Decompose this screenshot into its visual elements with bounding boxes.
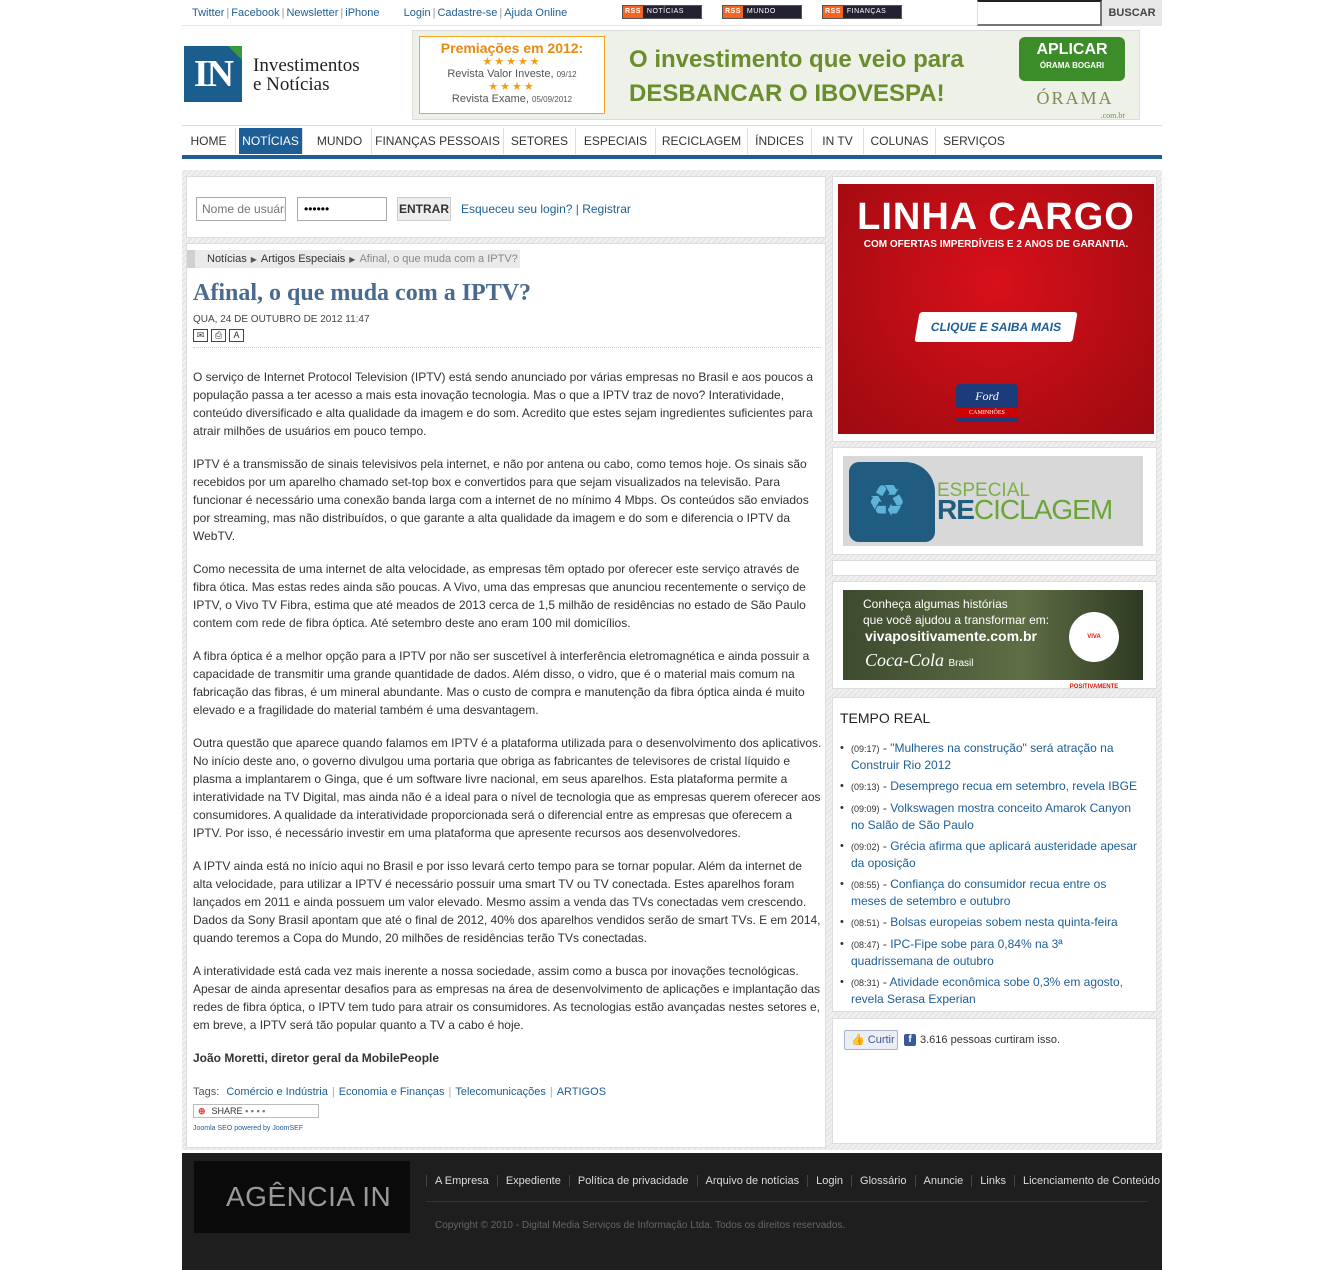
nav-in-tv[interactable]: IN TV [812,128,864,154]
rss-icon: RSS [823,6,843,18]
nav-noticias[interactable]: NOTÍCIAS [239,128,303,154]
login-links: Esqueceu seu login? | Registrar [461,202,631,216]
breadcrumb-noticias[interactable]: Notícias [207,253,247,265]
news-link[interactable]: Volkswagen mostra conceito Amarok Canyon no Salão de São Paulo [851,801,1131,832]
award-line-2: Revista Exame, 05/09/2012 [451,93,573,105]
awards-title: Premiações em 2012: [440,40,584,56]
article-paragraph: Outra questão que aparece quando falamos em IPTV é a plataforma utilizada para o desenvolvimento dos aplicativos. No início deste ano, o governo divulgou uma portaria que obriga as fabricantes de televisores de cristal líquido e plasma a implantarem o Ginga, que é um software livre nacional, em seus aparelhos. Esta plataforma permite a interatividade na TV Digital, mas ainda não é a ideal para o nível de tecnologia que as empresas querem oferecer aos consumidores. A qualidade da interatividade proporcionada será o diferencial entre as empresas que oferecem a IPTV. Por isso, é necessário investir em uma plataforma que apresente recursos aos desenvolvedores. [193,736,822,840]
footer-link[interactable]: Expediente [497,1175,569,1187]
page [182,0,1162,1270]
pdf-icon[interactable]: A [229,329,244,342]
article-paragraph: A fibra óptica é a melhor opção para a IPTV por não ser suscetível à interferência eletromagnética e ainda possuir a capacidade de transmitir uma grande quantidade de dados. Além disso, o vidro, que é o material mais comum na fabricação das fibras, é um mineral abundante. Mas o custo de compra e manutenção da fibra óptica ainda é muito elevado e a fragilidade do material também é uma desvantagem. [193,649,810,717]
nav-home[interactable]: HOME [182,128,236,154]
tag-link[interactable]: Comércio e Indústria [226,1086,328,1098]
nav-especiais[interactable]: ESPECIAIS [576,128,656,154]
tag-link[interactable]: ARTIGOS [556,1086,607,1098]
list-item: • (09:17) - "Mulheres na construção" será atração na Construir Rio 2012 [840,740,1140,773]
ford-logo: Ford CAMINHÕES [956,384,1018,422]
apply-button[interactable]: APLICAR ÓRAMA BOGARI [1019,37,1125,81]
rss-icon: RSS [723,6,743,18]
main-nav [182,125,1162,159]
footer-divider [426,1201,1148,1202]
print-icon[interactable]: ⎙ [211,329,226,342]
orama-logo: ÓRAMA .com.br [1036,88,1125,120]
list-item: • (09:02) - Grécia afirma que aplicará austeridade apesar da oposição [840,838,1140,871]
footer-link[interactable]: Arquivo de notícias [697,1175,808,1187]
article-paragraph: IPTV é a transmissão de sinais televisivos pela internet, e não por antena ou cabo, como temos hoje. Os sinais são recebidos por um aparelho chamado set-top box e convertidos para que sejam visualizados na televisão. Para funcionar é necessário uma conexão banda larga com a internet de no mínimo 4 Mbps. Os conteúdos são enviados por streaming, mas não distribuídos, o que garante a alta qualidade da imagem e do som e diferencia o IPTV da WebTV. [193,457,809,543]
facebook-like-button[interactable]: 👍 Curtir [844,1030,898,1050]
rss-label: MUNDO [746,8,776,15]
iphone-link[interactable]: iPhone [345,7,380,19]
reciclagem-banner[interactable] [843,456,1143,546]
signup-link[interactable]: Cadastre-se [437,7,498,19]
article-date: QUA, 24 DE OUTUBRO DE 2012 11:47 [193,314,370,325]
nav-indices[interactable]: ÍNDICES [748,128,812,154]
list-item: • (09:13) - Desemprego recua em setembro, revela IBGE [840,778,1140,795]
article-paragraph: A interatividade está cada vez mais inerente a nossa sociedade, assim como a busca por inovações tecnológicas. Apesar de ainda apresentar desafios para as empresas na área de desenvolvimento de aplicações e implantação das redes de fibra óptica, o IPTV tem tudo para atrair os consumidores. As tecnologias estão avançadas nestes setores e, em breve, a IPTV será tão popular quanto a TV a cabo é hoje. [193,964,821,1032]
article-paragraph: Como necessita de uma internet de alta velocidade, as empresas têm optado por oferecer este serviço através de fibra ótica. Mas estas redes ainda são poucas. A Vivo, uma das empresas que anunciou recentemente o serviço de IPTV, o Vivo TV Fibra, estima que até meados de 2013 cerca de 1,5 milhão de residências no estado de São Paulo contem com rede de fibra óptica. Até setembro deste ano eram 100 mil domicílios. [193,562,806,630]
breadcrumb-artigos-especiais[interactable]: Artigos Especiais [260,253,346,265]
search-button[interactable]: BUSCAR [1102,0,1162,26]
twitter-link[interactable]: Twitter [192,7,225,19]
banner-headline [629,43,964,111]
news-link[interactable]: Confiança do consumidor recua entre os meses de setembro e outubro [851,877,1107,908]
ford-cargo-ad[interactable] [838,184,1154,434]
article-paragraph: A IPTV ainda está no início aqui no Brasil e por isso levará certo tempo para se tornar popular. Além da internet de alta velocidade, para utilizar a IPTV é necessário possuir uma smart TV ou TV conectada. Estes aparelhos foram lançados em 2011 e ainda possuem um valor elevado. Mesmo assim a venda das TVs conectadas vem crescendo. Dados da Sony Brasil apontam que até o final de 2012, 40% dos aparelhos vendidos serão de smart TVs. E em 2014, quando teremos a Copa do Mundo, 20 milhões de residências terão TVs conectadas. [193,859,821,945]
help-link[interactable]: Ajuda Online [504,7,568,19]
recic-line2: RECICLAGEM [937,494,1113,525]
article-paragraph: O serviço de Internet Protocol Television (IPTV) está sendo anunciado por várias empresas no Brasil e aos poucos a população passa a ter acesso a mais esta inovação tecnologia. Mas o que a IPTV traz de novo? Interatividade, conteúdo diversificado e alta qualidade da imagem e do som. Acredito que estes sejam ingredientes suficientes para atrair milhões de usuários em pouco tempo. [193,370,814,438]
news-link[interactable]: Desemprego recua em setembro, revela IBGE [890,779,1137,793]
footer-link[interactable]: Anuncie [915,1175,972,1187]
nav-servicos[interactable]: SERVIÇOS [943,134,1005,148]
newsletter-link[interactable]: Newsletter [286,7,339,19]
banner-headline-line1: O investimento que veio para [629,46,964,73]
header-banner-ad[interactable] [412,30,1140,120]
footer [182,1153,1162,1270]
tempo-real-title: TEMPO REAL [840,710,931,726]
username-input[interactable] [196,197,286,221]
login-link[interactable]: Login [403,7,431,19]
coca-cola-ad[interactable] [843,590,1143,690]
rss-noticias-button[interactable] [622,5,702,19]
facebook-link[interactable]: Facebook [231,7,280,19]
register-link[interactable]: Registrar [582,202,631,216]
password-input[interactable] [297,197,387,221]
news-link[interactable]: Grécia afirma que aplicará austeridade apesar da oposição [851,839,1138,870]
site-name-line1: Investimentos [253,55,360,76]
seo-credit: Joomla SEO powered by JoomSEF [193,1125,304,1132]
tempo-real-list [840,740,1140,1012]
list-item: • (09:09) - Volkswagen mostra conceito Amarok Canyon no Salão de São Paulo [840,800,1140,833]
banner-headline-line2: DESBANCAR O IBOVESPA! [629,80,945,107]
copyright: Copyright © 2010 - Digital Media Serviços de Informação Ltda. Todos os direitos reservados. [435,1220,846,1231]
footer-link[interactable]: Glossário [851,1175,914,1187]
nav-reciclagem[interactable]: RECICLAGEM [656,128,748,154]
footer-link[interactable]: Login [807,1175,851,1187]
ad-subtitle: COM OFERTAS IMPERDÍVEIS E 2 ANOS DE GARANTIA. [863,239,1129,250]
thumbs-up-icon: 👍 [851,1034,865,1046]
chevron-right-icon: ▶ [250,255,257,264]
sidebar-spacer-box [832,560,1157,576]
list-item: • (08:55) - Confiança do consumidor recua entre os meses de setembro e outubro [840,876,1140,909]
facebook-like-count: 3.616 pessoas curtiram isso. [920,1034,1061,1046]
list-item: • (08:47) - IPC-Fipe sobe para 0,84% na 3ª quadrissemana de outubro [840,936,1140,969]
recic-line1: ESPECIAL [937,480,1030,501]
ad-title: LINHA CARGO [857,196,1135,238]
rss-icon: RSS [623,6,643,18]
list-item: • (08:31) - Atividade econômica sobe 0,3% em agosto, revela Serasa Experian [840,974,1140,1007]
article-title: Afinal, o que muda com a IPTV? [193,280,532,306]
top-bar [182,0,1162,26]
awards-box [419,36,605,114]
rss-label: FINANÇAS [846,8,887,15]
site-logo[interactable]: IN [184,46,242,102]
list-item: • (08:51) - Bolsas europeias sobem nesta quinta-feira [840,914,1140,931]
coke-text: Conheça algumas histórias que você ajudou a transformar em: [863,597,1050,627]
stars-icon: ★★★★ [488,81,536,93]
article-author: João Moretti, diretor geral da MobilePeople [193,1051,440,1065]
ad-cta-button[interactable]: CLIQUE E SAIBA MAIS [914,312,1078,342]
recycle-icon: ♻ [849,462,935,542]
footer-links [426,1175,1168,1187]
article-tags: Tags: Comércio e Indústria | Economia e Finanças | Telecomunicações | ARTIGOS [193,1086,607,1098]
tag-link[interactable]: Telecomunicações [455,1086,546,1098]
footer-link[interactable]: Licenciamento de Conteúdo [1014,1175,1168,1187]
article-body [193,368,823,1138]
footer-link[interactable]: Política de privacidade [569,1175,697,1187]
article [186,243,826,1148]
forgot-login-link[interactable]: Esqueceu seu login? [461,202,573,216]
footer-logo[interactable]: AGÊNCIA IN [194,1161,410,1233]
divider [193,347,821,348]
stars-icon: ★★★★★ [482,56,542,68]
breadcrumb-current: Afinal, o que muda com a IPTV? [359,253,518,265]
rss-financas-button[interactable] [822,5,902,19]
tags-label: Tags: [193,1086,220,1098]
search-input[interactable] [977,0,1102,26]
plus-icon: ⊕ [198,1106,206,1116]
nav-colunas[interactable]: COLUNAS [864,128,936,154]
share-button[interactable]: ⊕ SHARE ▪ ▪ ▪ ▪ [193,1104,319,1118]
news-link[interactable]: Atividade econômica sobe 0,3% em agosto, revela Serasa Experian [851,975,1124,1006]
news-link[interactable]: Bolsas europeias sobem nesta quinta-feira [890,915,1118,929]
site-name[interactable] [253,56,360,94]
rss-mundo-button[interactable] [722,5,802,19]
coca-cola-logo: Coca-Cola Brasil [865,650,974,670]
facebook-icon: f [904,1034,916,1046]
nav-setores[interactable]: SETORES [504,128,576,154]
news-link[interactable]: IPC-Fipe sobe para 0,84% na 3ª quadrissemana de outubro [851,937,1063,968]
rss-label: NOTÍCIAS [646,8,684,15]
article-tools [193,327,247,343]
viva-positivamente-seal: VIVA POSITIVAMENTE [1069,612,1119,662]
footer-link[interactable]: A Empresa [426,1175,497,1187]
login-form [186,176,826,238]
login-submit-button[interactable]: ENTRAR [397,197,451,221]
nav-mundo[interactable]: MUNDO [308,128,372,154]
nav-financas-pessoais[interactable]: FINANÇAS PESSOAIS [372,128,504,154]
news-link[interactable]: "Mulheres na construção" será atração na Construir Rio 2012 [851,741,1114,772]
footer-link[interactable]: Links [971,1175,1014,1187]
top-links: Twitter | Facebook | Newsletter | iPhone Login | Cadastre-se | Ajuda Online [192,7,568,19]
tag-link[interactable]: Economia e Finanças [338,1086,445,1098]
chevron-right-icon: ▶ [349,255,356,264]
email-icon[interactable]: ✉ [193,329,208,342]
breadcrumb [187,250,520,268]
award-line-1: Revista Valor Investe, 09/12 [447,68,577,80]
site-name-line2: e Notícias [253,74,330,95]
coke-url: vivapositivamente.com.br [865,628,1037,644]
